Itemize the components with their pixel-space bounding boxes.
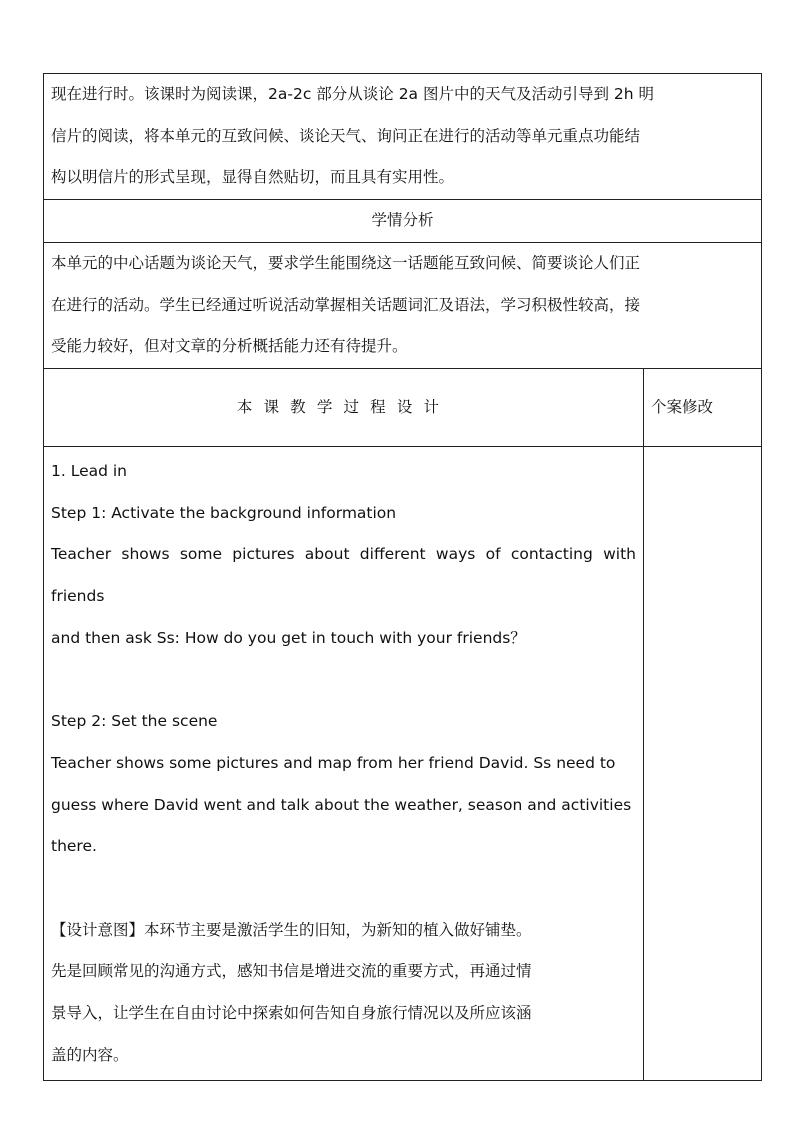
spacer — [51, 868, 636, 910]
intent-line: 景导入，让学生在自由讨论中探索如何告知自身旅行情况以及所应该涵 — [51, 1004, 532, 1023]
lead-in-heading: 1. Lead in — [51, 461, 128, 480]
step1-title: Step 1: Activate the background information — [51, 503, 397, 522]
design-intent — [51, 910, 636, 1077]
process-body — [44, 446, 644, 1081]
analysis-paragraph — [44, 242, 762, 368]
intro-line: 构以明信片的形式呈现，显得自然贴切，而且具有实用性。 — [51, 168, 455, 187]
step2-line: there. — [51, 837, 97, 856]
analysis-title-row — [44, 200, 762, 243]
analysis-row — [44, 242, 762, 368]
step2-line: Teacher shows some pictures and map from her friend David. Ss need to — [51, 753, 616, 772]
intro-paragraph — [44, 74, 762, 200]
spacer — [51, 659, 636, 701]
intent-line: 【设计意图】本环节主要是激活学生的旧知，为新知的植入做好铺垫。 — [51, 920, 532, 939]
intro-row — [44, 74, 762, 200]
lesson-plan-table — [43, 73, 762, 1081]
analysis-line: 在进行的活动。学生已经通过听说活动掌握相关话题词汇及语法，学习积极性较高，接 — [51, 295, 641, 314]
intent-line: 盖的内容。 — [51, 1045, 129, 1064]
analysis-line: 受能力较好，但对文章的分析概括能力还有待提升。 — [51, 337, 408, 356]
step1-line: and then ask Ss: How do you get in touch with your friends？ — [51, 628, 526, 647]
analysis-title: 学情分析 — [44, 200, 762, 243]
process-header: 本课教学过程设计 — [44, 368, 644, 446]
step1-line: Teacher shows some pictures about different ways of contacting with friends — [51, 545, 636, 606]
step2-line: guess where David went and talk about the weather, season and activities — [51, 795, 632, 814]
analysis-line: 本单元的中心话题为谈论天气，要求学生能围绕这一话题能互致问候、简要谈论人们正 — [51, 253, 641, 272]
process-header-row — [44, 368, 762, 446]
revision-notes-cell — [644, 446, 762, 1081]
intro-line: 信片的阅读，将本单元的互致问候、谈论天气、询问正在进行的活动等单元重点功能结 — [51, 126, 641, 145]
step2-text — [51, 743, 636, 868]
step2-title: Step 2: Set the scene — [51, 712, 218, 731]
intro-line: 现在进行时。该课时为阅读课，2a-2c 部分从谈论 2a 图片中的天气及活动引导到 2h 明 — [51, 85, 655, 103]
step1-text — [51, 534, 636, 659]
revision-header: 个案修改 — [644, 368, 762, 446]
process-body-row — [44, 446, 762, 1081]
intent-line: 先是回顾常见的沟通方式，感知书信是增进交流的重要方式，再通过情 — [51, 962, 532, 981]
